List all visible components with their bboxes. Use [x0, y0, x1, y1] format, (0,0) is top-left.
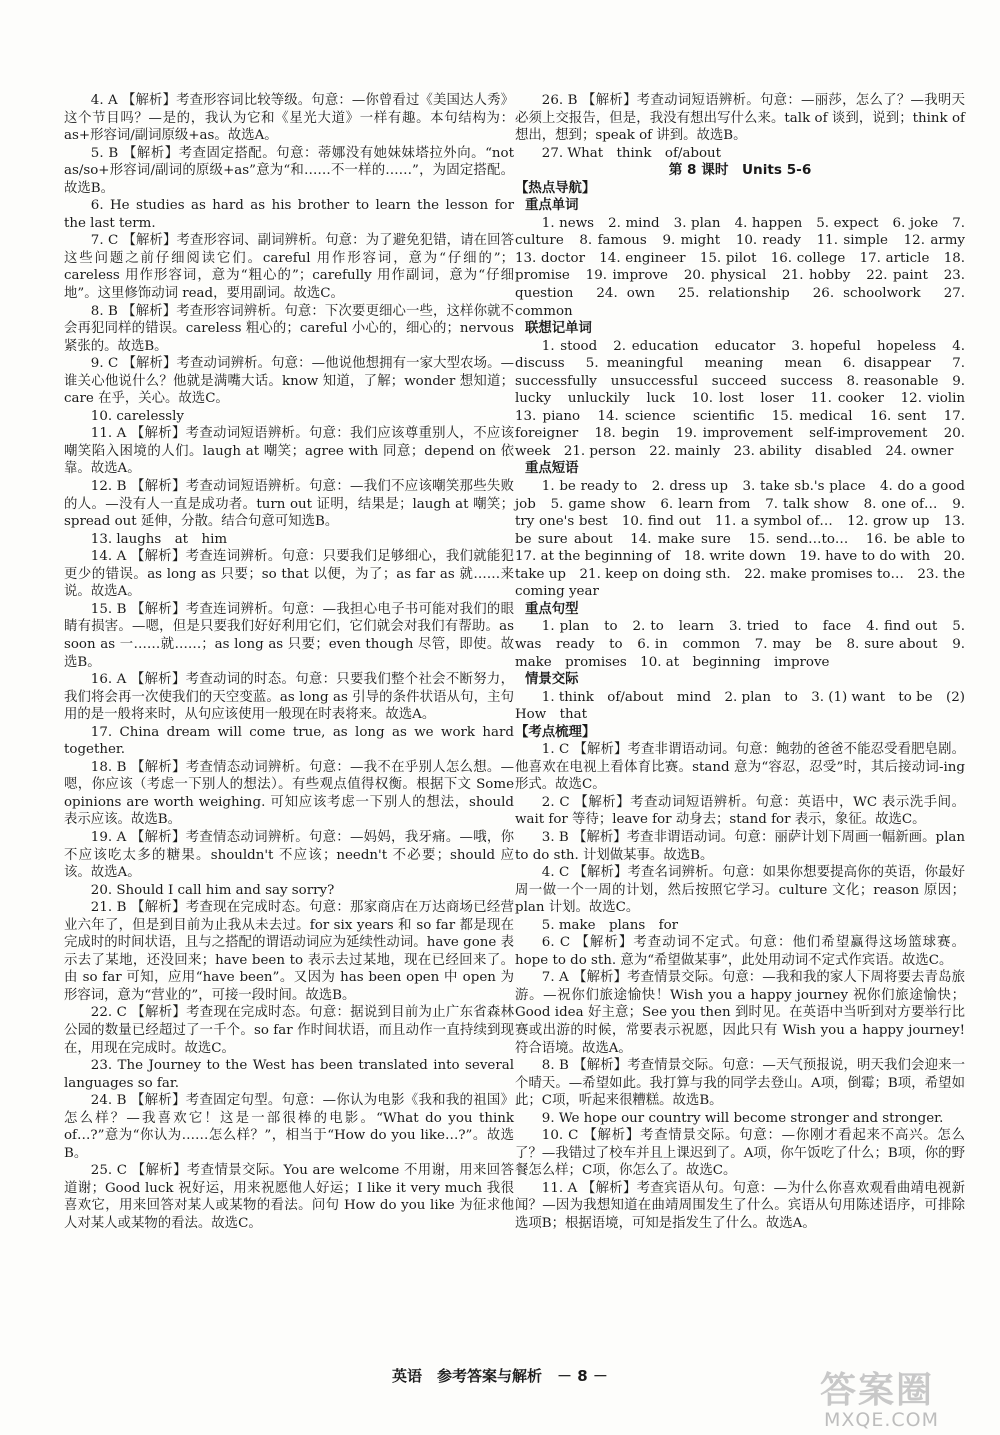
answer-item: 16. A 【解析】考查动词的时态。句意：只要我们整个社会不断努力，我们将会再一次使我们的天空变蓝。as long as 引导的条件状语从句，主句用的是一般将来时，从句应该使用一般现在时表将来。故选A。: [64, 672, 514, 723]
answer-item: 1. think of/about mind 2. plan to 3. (1) want to be (2) How that: [515, 689, 965, 723]
answer-item: 9. C 【解析】考查动词辨析。句意：—他说他想拥有一家大型农场。—谁关心他说什么？他就是满嘴大话。know 知道，了解；wonder 想知道；care 在乎，关心。故选C。: [64, 356, 514, 407]
answer-item: 10. carelessly: [90, 408, 184, 424]
subsection-heading: 情景交际: [525, 672, 579, 688]
answer-item: 12. B 【解析】考查动词短语辨析。句意：—我们不应该嘲笑那些失败的人。—没有人一直是成功者。turn out 证明，结果是；laugh at 嘲笑；spread out 延伸，分散。结合句意可知选B。: [64, 479, 514, 530]
answer-item: 13. laughs at him: [90, 531, 228, 547]
answer-item: 8. B 【解析】考查形容词辨析。句意：下次要更细心一些，这样你就不会再犯同样的错误。careless 粗心的；careful 小心的，细心的；nervous 紧张的。故选B。: [64, 303, 514, 354]
answer-item: 10. C 【解析】考查情景交际。句意：—你刚才看起来不高兴。怎么了？—我错过了校车并且上课迟到了。A项，你午饭吃了什么；B项，你的野餐怎么样；C项，你怎么了。故选C。: [515, 1128, 965, 1179]
answer-item: 7. A 【解析】考查情景交际。句意：—我和我的家人下周将要去青岛旅游。—祝你们旅途愉快！Wish you a happy journey 祝你们旅途愉快；Good idea 好主意；See you then 到时见。在英语中当听到对方要举行比赛或出游的时候，常要表示祝愿，因此只有 Wish you a happy journey! 符合语境。故选A。: [515, 970, 965, 1056]
answer-item: 19. A 【解析】考查情态动词辨析。句意：—妈妈，我牙痛。—哦，你不应该吃太多的糖果。shouldn't 不应该；needn't 不必要；should 应该。故选A。: [64, 829, 514, 881]
answer-item: 1. be ready to 2. dress up 3. take sb.'s place 4. do a good job 5. game show 6. learn from 7. talk show 8. one of… 9. try one's best 10. find out 11. a symbol of… 12. grow up 13. be sure about 14. make sure 15. send…to… 16. be able to 17. at the beginning of 18. write down 19. have to do with 20. take up 21. keep on doing sth. 22. make promises to… 23. the coming year: [515, 479, 979, 600]
answer-item: 15. B 【解析】考查连词辨析。句意：—我担心电子书可能对我们的眼睛有损害。—嗯，但是只要我们好好利用它们，它们就会对我们有帮助。as soon as 一……就……；as long as 只要；even though 尽管，即使。故选B。: [64, 601, 514, 670]
answer-item: 5. make plans for: [541, 917, 679, 933]
answer-item: 20. Should I call him and say sorry?: [90, 882, 335, 898]
section-heading: 第 8 课时 Units 5-6: [668, 162, 812, 179]
answer-item: 1. news 2. mind 3. plan 4. happen 5. expect 6. joke 7. culture 8. famous 9. might 10. ready 11. simple 12. army 13. doctor 14. engineer 15. pilot 16. college 17. article 18. promise 19. improve 20. physical 21. hobby 22. paint 23. question 24. own 25. relationship 26. schoolwork 27. common: [515, 215, 979, 319]
answer-item: 6. He studies as hard as his brother to learn the lesson for the last term.: [64, 198, 514, 231]
watermark-logo: [820, 1372, 980, 1432]
answer-item: 6. C 【解析】考查动词不定式。句意：他们希望赢得这场篮球赛。hope to do sth. 意为“希望做某事”，此处用动词不定式作宾语。故选C。: [515, 935, 965, 968]
answer-item: 4. A 【解析】考查形容词比较等级。句意：—你曾看过《美国达人秀》这个节目吗？—是的，我认为它和《星光大道》一样有趣。本句结构为：as+形容词/副词原级+as。故选A。: [64, 93, 514, 144]
watermark-url: MXQE.COM: [824, 1409, 940, 1431]
answer-item: 11. A 【解析】考查动词短语辨析。句意：我们应该尊重别人，不应该嘲笑陷入困境的人们。laugh at 嘲笑；agree with 同意；depend on 依靠。故选A。: [64, 426, 514, 477]
answer-item: 9. We hope our country will become stronger and stronger.: [541, 1110, 944, 1126]
answer-item: 24. B 【解析】考查固定句型。句意：—你认为电影《我和我的祖国》怎么样？—我喜欢它！这是一部很棒的电影。“What do you think of…?”意为“你认为……怎么样？”，相当于“How do you like…?”。故选B。: [64, 1093, 514, 1161]
answer-item: 8. B 【解析】考查情景交际。句意：—天气预报说，明天我们会迎来一个晴天。—希望如此。我打算与我的同学去登山。A项，倒霉；B项，希望如此；C项，听起来很糟糕。故选B。: [515, 1058, 965, 1109]
left-column: [64, 92, 514, 1233]
answer-item: 27. What think of/about: [541, 145, 722, 161]
answer-item: 21. B 【解析】考查现在完成时态。句意：那家商店在万达商场已经营业六年了，但是到目前为止我从未去过。for six years 和 so far 都是现在完成时的时间状语，且与之搭配的谓语动词应为延续性动词。have gone 表示去了某地，还没回来；have been to 表示去过某地，现在已经回来了。由 so far 可知，应用“have been”。又因为 has been open 中 open 为形容词，意为“营业的”，可接一段时间。故选B。: [64, 900, 514, 1003]
answer-item: 18. B 【解析】考查情态动词辨析。句意：—我不在乎别人怎么想。—嗯，你应该（考虑一下别人的想法）。有些观点值得权衡。根据下文 Some opinions are worth weighing. 可知应该考虑一下别人的想法，should 表示应该。故选B。: [64, 759, 514, 828]
watermark-text: 答案圈: [820, 1370, 935, 1411]
subsection-heading: 联想记单词: [525, 321, 592, 337]
answer-item: 2. C 【解析】考查动词短语辨析。句意：英语中，WC 表示洗手间。wait for 等待；leave for 动身去；stand for 表示，象征。故选C。: [515, 794, 965, 828]
answer-item: 1. plan to 2. to learn 3. tried to face 4. find out 5. was ready to 6. in common 7. may be 8. sure about 9. make promises 10. at beginning improve: [515, 619, 965, 670]
answer-item: 4. C 【解析】考查名词辨析。句意：如果你想要提高你的英语，你最好周一做一个一周的计划，然后按照它学习。culture 文化；reason 原因；plan 计划。故选C。: [515, 865, 965, 916]
subsection-heading: 【热点导航】: [515, 180, 596, 196]
answer-item: 23. The Journey to the West has been translated into several languages so far.: [64, 1058, 514, 1091]
answer-item: 11. A 【解析】考查宾语从句。句意：—为什么你喜欢观看曲靖电视新闻？—因为我想知道在曲靖周围发生了什么。宾语从句用陈述语序，可排除选项B；根据语境，可知是指发生了什么。故选A。: [515, 1180, 965, 1231]
subsection-heading: 重点短语: [525, 461, 579, 477]
right-column: [515, 92, 979, 1233]
answer-item: 1. stood 2. education educator 3. hopeful hopeless 4. discuss 5. meaningful meaning mean 6. disappear 7. successfully unsuccessful succeed success 8. reasonable 9. lucky unluckily luck 10. lost loser 11. cooker 12. violin 13. piano 14. science scientific 15. medical 16. sent 17. foreigner 18. begin 19. improvement self-improvement 20. week 21. person 22. mainly 23. ability disabled 24. owner: [515, 338, 979, 459]
subsection-heading: 重点句型: [525, 601, 579, 617]
subsection-heading: 重点单词: [525, 198, 579, 214]
page-footer: 英语 参考答案与解析 － 8 －: [392, 1367, 608, 1385]
answer-item: 7. C 【解析】考查形容词、副词辨析。句意：为了避免犯错，请在回答这些问题之前仔细阅读它们。careful 用作形容词，意为“仔细的”；careless 用作形容词，意为“粗心的”；carefully 用作副词，意为“仔细地”。这里修饰动词 read，要用副词。故选C。: [64, 233, 514, 302]
answer-item: 25. C 【解析】考查情景交际。You are welcome 不用谢，用来回答道谢；Good luck 祝好运，用来祝愿他人好运；I like it very much 我很喜欢它，用来回答对某人或某物的看法。问句 How do you like 为征求他人对某人或某物的看法。故选C。: [64, 1163, 514, 1231]
answer-item: 5. B 【解析】考查固定搭配。句意：蒂娜没有她妹妹塔拉外向。“not as/so+形容词/副词的原级+as”意为“和……不一样的……”，为固定搭配。故选B。: [64, 145, 514, 196]
subsection-heading: 【考点梳理】: [515, 724, 596, 740]
answer-item: 17. China dream will come true, as long as we work hard together.: [64, 724, 514, 758]
answer-item: 1. C 【解析】考查非谓语动词。句意：鲍勃的爸爸不能忍受看肥皂剧。他喜欢在电视上看体育比赛。stand 意为“容忍，忍受”时，其后接动词-ing 形式。故选C。: [515, 742, 965, 793]
answer-item: 26. B 【解析】考查动词短语辨析。句意：—丽莎，怎么了？—我明天必须上交报告，但是，我没有想出写什么来。talk of 谈到，说到；think of 想出，想到；speak of 讲到。故选B。: [515, 93, 965, 144]
answer-item: 14. A 【解析】考查连词辨析。句意：只要我们足够细心，我们就能犯更少的错误。as long as 只要；so that 以便，为了；as far as 就……来说。故选A。: [64, 549, 514, 600]
answer-item: 3. B 【解析】考查非谓语动词。句意：丽萨计划下周画一幅新画。plan to do sth. 计划做某事。故选B。: [515, 829, 965, 863]
answer-item: 22. C 【解析】考查现在完成时态。句意：据说到目前为止广东省森林公园的数量已经超过了一千个。so far 作时间状语，而且动作一直持续到现在，用现在完成时。故选C。: [64, 1005, 514, 1056]
